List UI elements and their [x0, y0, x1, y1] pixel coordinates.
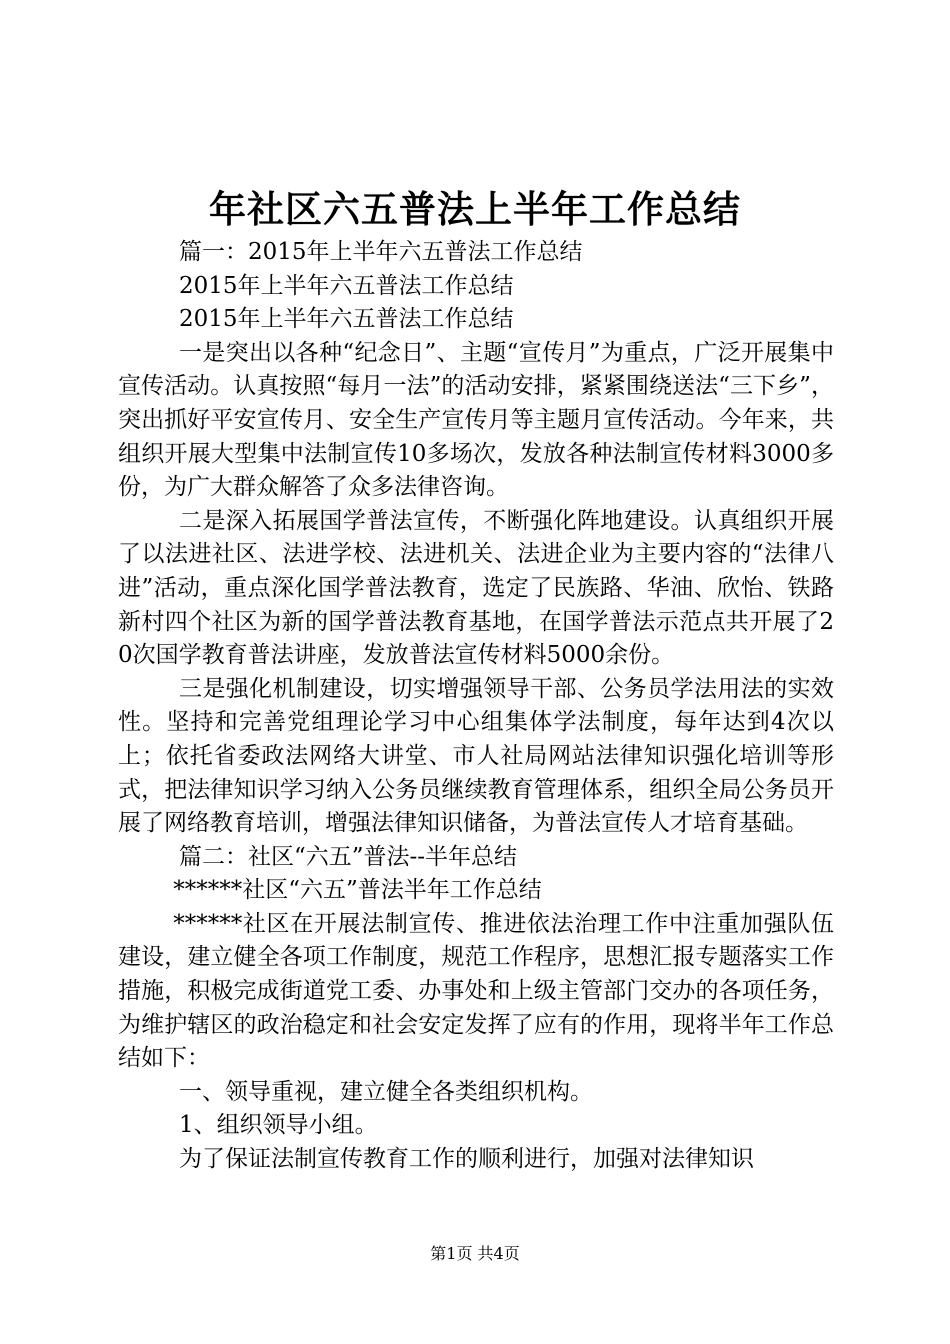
paragraph-heading-one-item-1: 1、组织领导小组。 [178, 1112, 378, 1139]
paragraph-section-two-subtitle: ******社区“六五”普法半年工作总结 [173, 877, 542, 904]
paragraph-subtitle-1: 2015年上半年六五普法工作总结 [178, 272, 514, 299]
paragraph-point-two: 二是深入拓展国学普法宣传，不断强化阵地建设。认真组织开展了以法进社区、法进学校、法进机关、法进企业为主要内容的“法律八进”活动，重点深化国学普法教育，选定了民族路、华油、欣怡、铁路新村四个社区为新的国学普法教育基地，在国学普法示范点共开展了20次国学教育普法讲座，发放普法宣传材料5000余份。 [118, 507, 834, 669]
paragraph-point-one: 一是突出以各种“纪念日”、主题“宣传月”为重点，广泛开展集中宣传活动。认真按照“每月一法”的活动安排，紧紧围绕送法“三下乡”，突出抓好平安宣传月、安全生产宣传月等主题月宣传活动。今年来，共组织开展大型集中法制宣传10多场次，发放各种法制宣传材料3000多份，为广大群众解答了众多法律咨询。 [118, 339, 834, 501]
document-body [118, 236, 834, 1177]
paragraph-intro: ******社区在开展法制宣传、推进依法治理工作中注重加强队伍建设，建立健全各项工作制度，规范工作程序，思想汇报专题落实工作措施，积极完成街道党工委、办事处和上级主管部门交办的各项任务，为维护辖区的政治稳定和社会安定发挥了应有的作用，现将半年工作总结如下： [118, 910, 834, 1072]
paragraph-last: 为了保证法制宣传教育工作的顺利进行，加强对法律知识 [178, 1146, 754, 1173]
page-number-footer: 第1页 共4页 [430, 1244, 520, 1263]
paragraph-section-two-heading: 篇二：社区“六五”普法--半年总结 [178, 843, 517, 870]
paragraph-point-three: 三是强化机制建设，切实增强领导干部、公务员学法用法的实效性。坚持和完善党组理论学习中心组集体学法制度，每年达到4次以上；依托省委政法网络大讲堂、市人社局网站法律知识强化培训等形式，把法律知识学习纳入公务员继续教育管理体系，组织全局公务员开展了网络教育培训，增强法律知识储备，为普法宣传人才培育基础。 [118, 675, 834, 837]
paragraph-section-one-heading: 篇一：2015年上半年六五普法工作总结 [178, 239, 583, 265]
document-title: 年社区六五普法上半年工作总结 [209, 187, 741, 231]
paragraph-subtitle-2: 2015年上半年六五普法工作总结 [178, 306, 514, 333]
paragraph-heading-one: 一、领导重视，建立健全各类组织机构。 [178, 1078, 593, 1105]
